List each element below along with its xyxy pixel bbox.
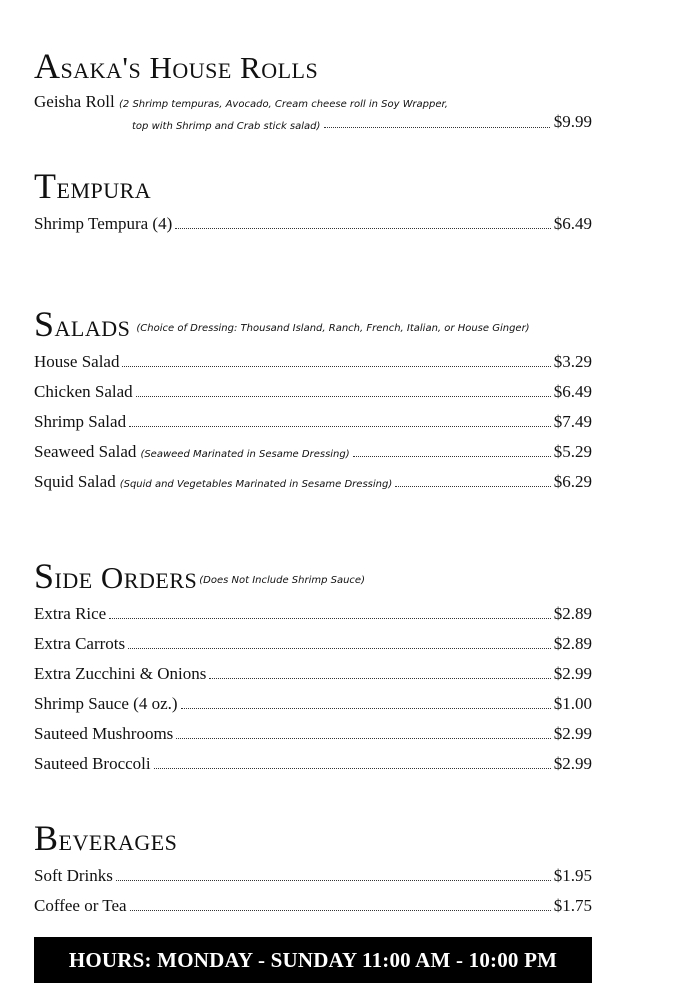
item-note: (Seaweed Marinated in Sesame Dressing): [140, 449, 350, 460]
dot-leader: [209, 678, 550, 679]
item-name: House Salad: [34, 352, 120, 371]
item-note: top with Shrimp and Crab stick salad): [132, 120, 321, 132]
item-name: Seaweed Salad: [34, 442, 137, 461]
salads-heading: Salads (Choice of Dressing: Thousand Island, Ranch, French, Italian, or House Ginger): [34, 304, 530, 344]
item-name: Shrimp Salad: [34, 412, 127, 431]
item-price: $2.99: [553, 754, 592, 773]
item-price: $9.99: [553, 112, 592, 132]
dot-leader: [128, 648, 551, 649]
item-price: $6.49: [553, 382, 592, 401]
menu-item-extra-rice: [34, 594, 592, 624]
menu-item-chicken-salad: [34, 372, 592, 402]
item-name: Shrimp Sauce (4 oz.): [34, 694, 178, 713]
menu-item-coffee-or-tea: [34, 886, 592, 916]
menu-item-house-salad: [34, 342, 592, 372]
item-price: $3.29: [553, 352, 592, 371]
dot-leader: [175, 228, 551, 229]
menu-item-geisha-roll: [34, 92, 592, 133]
item-name: Extra Rice: [34, 604, 107, 623]
house-rolls-section: [34, 48, 592, 133]
item-price: $2.89: [553, 634, 592, 653]
dot-leader: [130, 910, 551, 911]
salads-dressing-note: (Choice of Dressing: Thousand Island, Ranch, French, Italian, or House Ginger): [136, 322, 530, 334]
item-name: Chicken Salad: [34, 382, 133, 401]
item-price: $1.00: [553, 694, 592, 713]
dot-leader: [136, 396, 551, 397]
item-price: $5.29: [553, 442, 592, 461]
tempura-section: [34, 168, 592, 234]
item-name: Sauteed Mushrooms: [34, 724, 174, 743]
item-price: $6.49: [553, 214, 592, 233]
item-name: Geisha Roll: [34, 92, 115, 111]
dot-leader: [129, 426, 551, 427]
item-name: Extra Carrots: [34, 634, 126, 653]
menu-item-extra-carrots: [34, 624, 592, 654]
menu-item-shrimp-sauce: [34, 684, 592, 714]
menu-item-shrimp-salad: [34, 402, 592, 432]
beverages-heading: Beverages: [34, 818, 178, 858]
side-orders-note: (Does Not Include Shrimp Sauce): [199, 574, 365, 586]
menu-item-shrimp-tempura: [34, 204, 592, 234]
dot-leader: [116, 880, 551, 881]
menu-item-sauteed-mushrooms: [34, 714, 592, 744]
dot-leader: [324, 127, 549, 128]
salads-section: [34, 306, 592, 492]
item-name: Squid Salad: [34, 472, 116, 491]
item-note: (Squid and Vegetables Marinated in Sesame Dressing): [119, 479, 393, 490]
item-price: $2.89: [553, 604, 592, 623]
dot-leader: [181, 708, 551, 709]
dot-leader: [122, 366, 550, 367]
item-price: $2.99: [553, 664, 592, 683]
menu-item-extra-zucchini-onions: [34, 654, 592, 684]
item-name: Soft Drinks: [34, 866, 113, 885]
tempura-heading: Tempura: [34, 166, 152, 206]
menu-item-squid-salad: [34, 462, 592, 492]
dot-leader: [176, 738, 550, 739]
item-price: $2.99: [553, 724, 592, 743]
side-orders-heading: Side Orders (Does Not Include Shrimp Sauce): [34, 556, 365, 596]
dot-leader: [395, 486, 551, 487]
side-orders-section: [34, 558, 592, 774]
item-name: Extra Zucchini & Onions: [34, 664, 207, 683]
item-price: $6.29: [553, 472, 592, 491]
item-price: $1.95: [553, 866, 592, 885]
dot-leader: [154, 768, 551, 769]
menu-item-sauteed-broccoli: [34, 744, 592, 774]
item-price: $1.75: [553, 896, 592, 915]
item-name: Sauteed Broccoli: [34, 754, 151, 773]
hours-banner: HOURS: MONDAY - SUNDAY 11:00 AM - 10:00 PM: [34, 937, 592, 983]
item-price: $7.49: [553, 412, 592, 431]
menu-item-seaweed-salad: [34, 432, 592, 462]
item-name: Coffee or Tea: [34, 896, 127, 915]
item-name: Shrimp Tempura (4): [34, 214, 173, 233]
dot-leader: [353, 456, 551, 457]
menu-item-soft-drinks: [34, 856, 592, 886]
beverages-section: [34, 820, 592, 916]
dot-leader: [109, 618, 551, 619]
item-note: (2 Shrimp tempuras, Avocado, Cream cheese roll in Soy Wrapper,: [119, 99, 448, 110]
house-rolls-heading: Asaka's House Rolls: [34, 46, 319, 86]
